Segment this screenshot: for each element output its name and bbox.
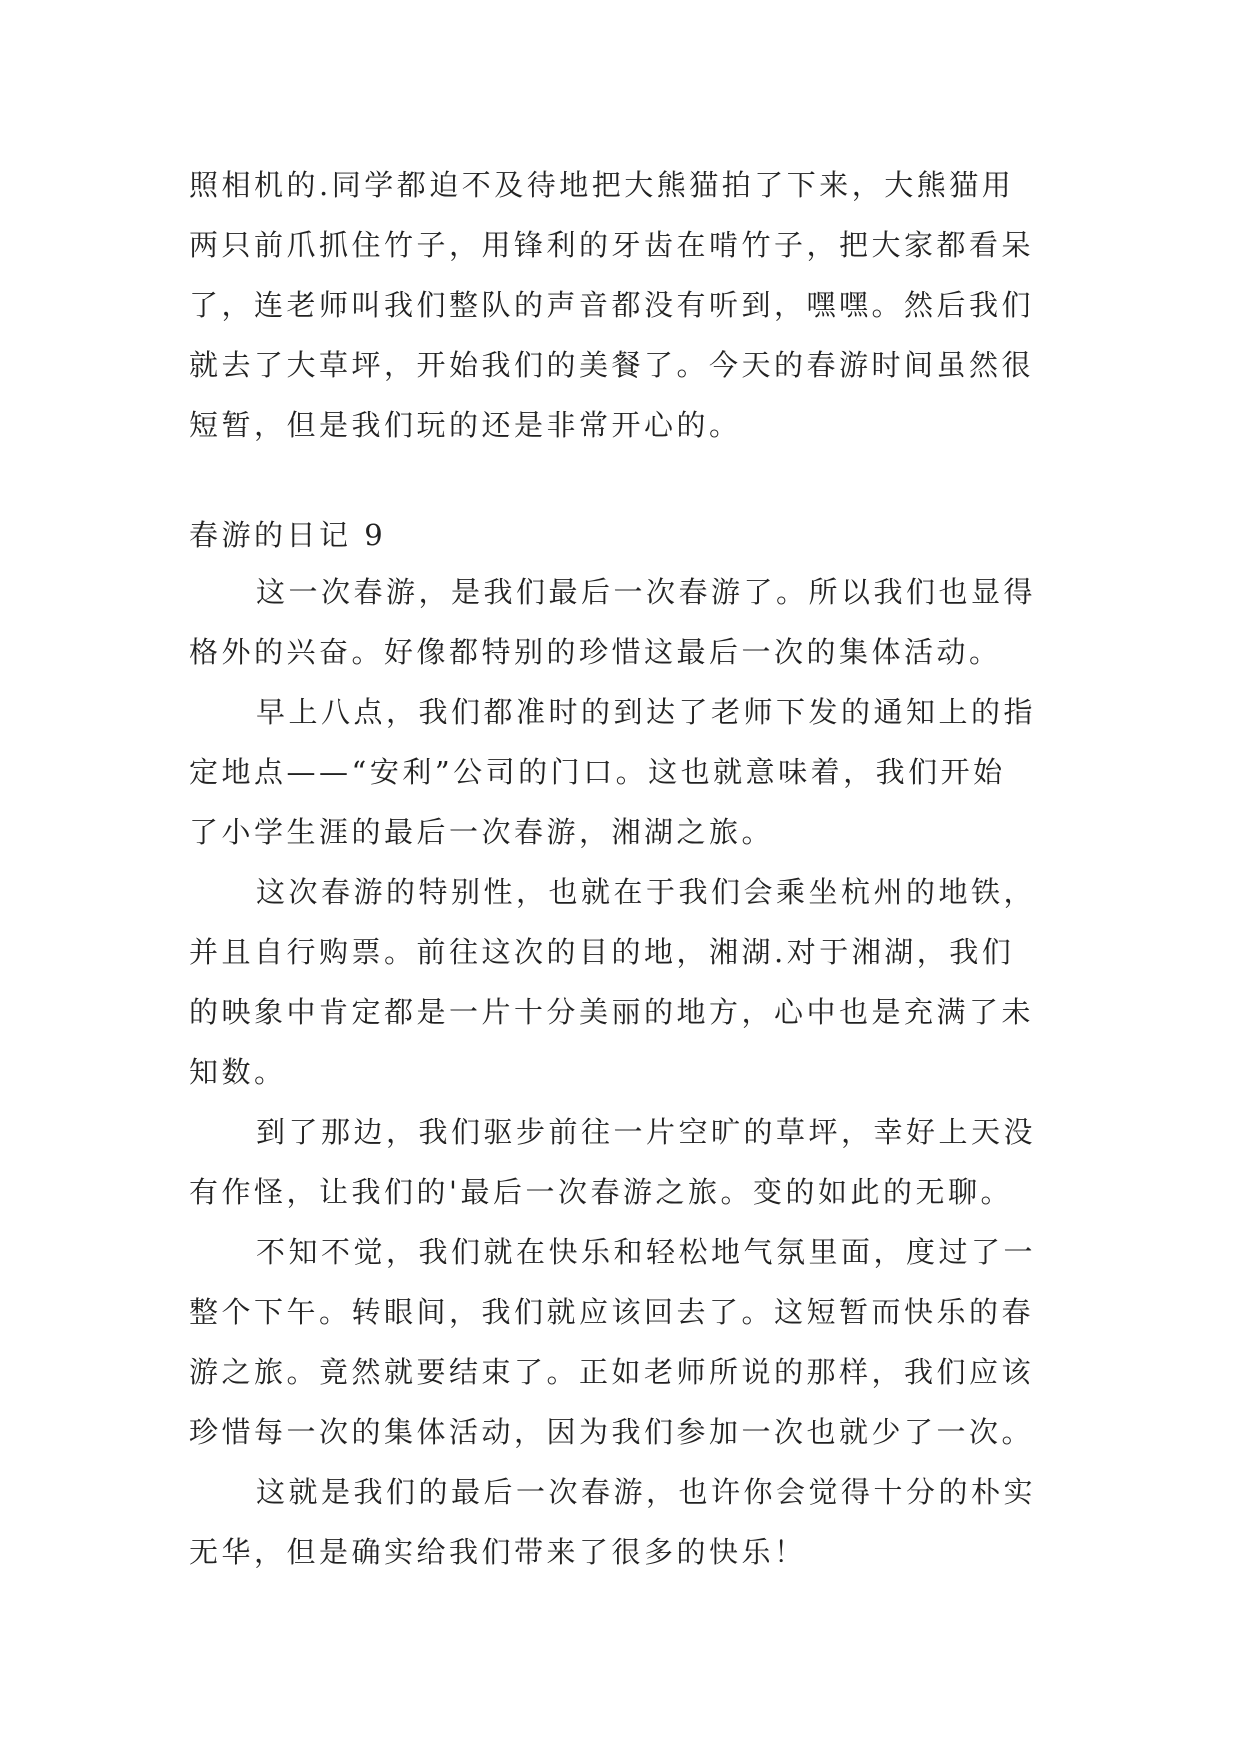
paragraph-line: 整个下午。转眼间，我们就应该回去了。这短暂而快乐的春 <box>189 1295 1035 1329</box>
paragraph-line: 了，连老师叫我们整队的声音都没有听到，嘿嘿。然后我们 <box>189 288 1035 322</box>
paragraph-line: 这次春游的特别性，也就在于我们会乘坐杭州的地铁， <box>256 875 1037 909</box>
paragraph-line: 游之旅。竟然就要结束了。正如老师所说的那样，我们应该 <box>189 1355 1035 1389</box>
paragraph-line: 到了那边，我们驱步前往一片空旷的草坪，幸好上天没 <box>256 1115 1037 1149</box>
paragraph-line: 就去了大草坪，开始我们的美餐了。今天的春游时间虽然很 <box>189 348 1035 382</box>
paragraph-line: 了小学生涯的最后一次春游，湘湖之旅。 <box>189 815 775 849</box>
paragraph-line: 格外的兴奋。好像都特别的珍惜这最后一次的集体活动。 <box>189 635 1002 669</box>
paragraph-line: 定地点——“安利”公司的门口。这也就意味着，我们开始 <box>189 755 1006 789</box>
paragraph-line: 有作怪，让我们的'最后一次春游之旅。变的如此的无聊。 <box>189 1175 1013 1209</box>
paragraph-line: 不知不觉，我们就在快乐和轻松地气氛里面，度过了一 <box>256 1235 1037 1269</box>
paragraph-line: 的映象中肯定都是一片十分美丽的地方，心中也是充满了未 <box>189 995 1035 1029</box>
paragraph-line: 无华，但是确实给我们带来了很多的快乐！ <box>189 1535 807 1569</box>
paragraph-line: 短暂，但是我们玩的还是非常开心的。 <box>189 408 742 442</box>
paragraph-line: 知数。 <box>189 1055 287 1089</box>
paragraph-line: 照相机的.同学都迫不及待地把大熊猫拍了下来，大熊猫用 <box>189 168 1015 202</box>
paragraph-line: 这一次春游，是我们最后一次春游了。所以我们也显得 <box>256 575 1037 609</box>
paragraph-line: 早上八点，我们都准时的到达了老师下发的通知上的指 <box>256 695 1037 729</box>
paragraph-line: 并且自行购票。前往这次的目的地，湘湖.对于湘湖，我们 <box>189 935 1015 969</box>
paragraph-line: 两只前爪抓住竹子，用锋利的牙齿在啃竹子，把大家都看呆 <box>189 228 1035 262</box>
paragraph-line: 珍惜每一次的集体活动，因为我们参加一次也就少了一次。 <box>189 1415 1035 1449</box>
paragraph-line: 这就是我们的最后一次春游，也许你会觉得十分的朴实 <box>256 1475 1037 1509</box>
section-heading: 春游的日记 9 <box>189 518 387 552</box>
